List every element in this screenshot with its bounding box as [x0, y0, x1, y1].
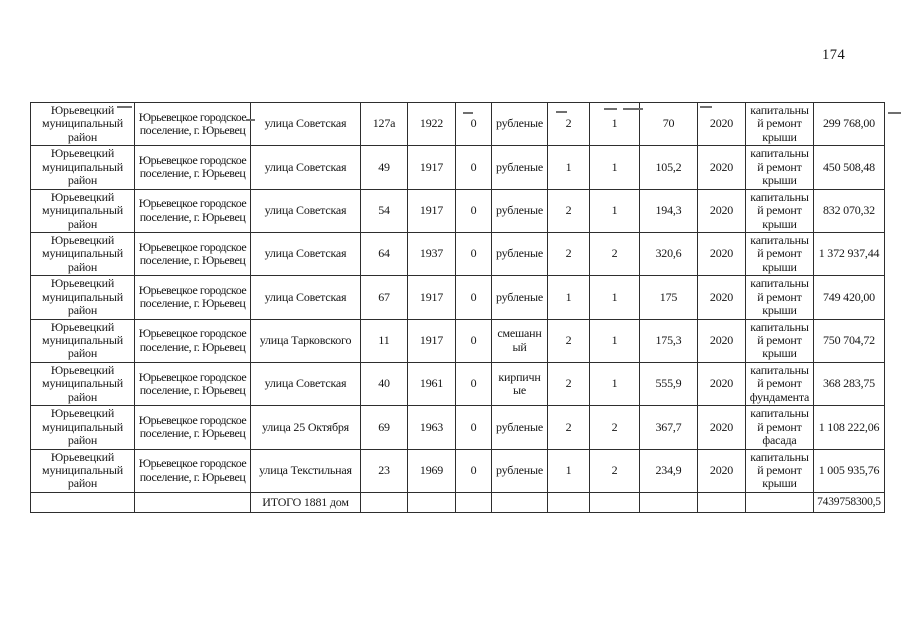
cell-house_number: 54: [361, 189, 408, 232]
cell-house_number: 69: [361, 406, 408, 449]
cell-entrances: 2: [590, 232, 640, 275]
cell-wear: 0: [456, 406, 492, 449]
cell-cost: 299 768,00: [814, 103, 885, 146]
cell-wear: 0: [456, 362, 492, 405]
cell-wall_material: смешанный: [492, 319, 548, 362]
cell-floors: 2: [548, 232, 590, 275]
cell-house_number: 127а: [361, 103, 408, 146]
table-row: [31, 406, 885, 449]
cell-area: 320,6: [640, 232, 698, 275]
cell-area: 175: [640, 276, 698, 319]
scan-artifact: [556, 111, 567, 113]
table-row: [31, 232, 885, 275]
cell-repair_type: капитальный ремонт крыши: [746, 103, 814, 146]
cell-cost: 749 420,00: [814, 276, 885, 319]
scan-artifact: [246, 119, 255, 121]
cell-empty: [456, 492, 492, 512]
cell-repair_year: 2020: [698, 362, 746, 405]
page-number: 174: [822, 47, 846, 63]
scan-artifact: [623, 108, 643, 110]
cell-area: 194,3: [640, 189, 698, 232]
cell-wall_material: рубленые: [492, 276, 548, 319]
cell-settlement: Юрьевецкое городское поселение, г. Юрьевец: [135, 449, 251, 492]
cell-repair_type: капитальный ремонт крыши: [746, 146, 814, 189]
cell-settlement: Юрьевецкое городское поселение, г. Юрьевец: [135, 146, 251, 189]
scan-artifact: [117, 106, 132, 108]
cell-repair_year: 2020: [698, 232, 746, 275]
cell-wall_material: рубленые: [492, 146, 548, 189]
cell-wear: 0: [456, 189, 492, 232]
cell-repair_year: 2020: [698, 146, 746, 189]
cell-floors: 1: [548, 449, 590, 492]
cell-year_built: 1917: [408, 319, 456, 362]
cell-wall_material: рубленые: [492, 406, 548, 449]
cell-floors: 2: [548, 406, 590, 449]
cell-entrances: 1: [590, 276, 640, 319]
cell-cost: 1 108 222,06: [814, 406, 885, 449]
cell-district: Юрьевецкий муниципальный район: [31, 276, 135, 319]
cell-cost: 368 283,75: [814, 362, 885, 405]
cell-cost: 750 704,72: [814, 319, 885, 362]
scan-artifact: [700, 106, 712, 108]
cell-house_number: 49: [361, 146, 408, 189]
cell-area: 555,9: [640, 362, 698, 405]
cell-year_built: 1917: [408, 276, 456, 319]
cell-entrances: 1: [590, 103, 640, 146]
cell-wall_material: рубленые: [492, 449, 548, 492]
cell-district: Юрьевецкий муниципальный район: [31, 406, 135, 449]
cell-settlement: Юрьевецкое городское поселение, г. Юрьевец: [135, 406, 251, 449]
table-row: [31, 189, 885, 232]
cell-year_built: 1969: [408, 449, 456, 492]
cell-settlement: Юрьевецкое городское поселение, г. Юрьевец: [135, 319, 251, 362]
cell-area: 234,9: [640, 449, 698, 492]
cell-entrances: 1: [590, 146, 640, 189]
cell-district: Юрьевецкий муниципальный район: [31, 103, 135, 146]
cell-empty: [31, 492, 135, 512]
scan-artifact: [604, 108, 617, 110]
cell-floors: 2: [548, 319, 590, 362]
cell-repair_year: 2020: [698, 449, 746, 492]
cell-wall_material: рубленые: [492, 103, 548, 146]
cell-year_built: 1922: [408, 103, 456, 146]
cell-cost: 832 070,32: [814, 189, 885, 232]
cell-entrances: 1: [590, 189, 640, 232]
cell-area: 175,3: [640, 319, 698, 362]
cell-empty: [361, 492, 408, 512]
cell-settlement: Юрьевецкое городское поселение, г. Юрьевец: [135, 276, 251, 319]
cell-street: улица Советская: [251, 362, 361, 405]
cell-area: 367,7: [640, 406, 698, 449]
cell-year_built: 1917: [408, 146, 456, 189]
table-row: [31, 449, 885, 492]
cell-repair_year: 2020: [698, 189, 746, 232]
cell-empty: [640, 492, 698, 512]
cell-year_built: 1963: [408, 406, 456, 449]
cell-cost: 450 508,48: [814, 146, 885, 189]
cell-street: улица Советская: [251, 189, 361, 232]
cell-wall_material: кирпичные: [492, 362, 548, 405]
cell-street: улица Текстильная: [251, 449, 361, 492]
cell-repair_year: 2020: [698, 276, 746, 319]
scan-artifact: [888, 112, 901, 114]
cell-street: улица Тарковского: [251, 319, 361, 362]
cell-district: Юрьевецкий муниципальный район: [31, 189, 135, 232]
cell-wear: 0: [456, 449, 492, 492]
cell-entrances: 1: [590, 319, 640, 362]
cell-wear: 0: [456, 146, 492, 189]
cell-floors: 2: [548, 189, 590, 232]
cell-district: Юрьевецкий муниципальный район: [31, 232, 135, 275]
cell-cost: 1 005 935,76: [814, 449, 885, 492]
cell-year_built: 1937: [408, 232, 456, 275]
cell-district: Юрьевецкий муниципальный район: [31, 362, 135, 405]
cell-entrances: 2: [590, 406, 640, 449]
cell-empty: [698, 492, 746, 512]
cell-wear: 0: [456, 103, 492, 146]
cell-house_number: 67: [361, 276, 408, 319]
cell-settlement: Юрьевецкое городское поселение, г. Юрьевец: [135, 232, 251, 275]
cell-settlement: Юрьевецкое городское поселение, г. Юрьевец: [135, 103, 251, 146]
cell-wear: 0: [456, 319, 492, 362]
cell-repair_type: капитальный ремонт крыши: [746, 276, 814, 319]
scan-artifact: [463, 112, 473, 114]
cell-empty: [492, 492, 548, 512]
cell-empty: [408, 492, 456, 512]
cell-floors: 1: [548, 276, 590, 319]
cell-entrances: 1: [590, 362, 640, 405]
cell-settlement: Юрьевецкое городское поселение, г. Юрьевец: [135, 189, 251, 232]
cell-repair_year: 2020: [698, 103, 746, 146]
cell-empty: [590, 492, 640, 512]
cell-empty: [548, 492, 590, 512]
cell-repair_type: капитальный ремонт крыши: [746, 189, 814, 232]
total-label: ИТОГО 1881 дом: [251, 492, 361, 512]
cell-cost: 1 372 937,44: [814, 232, 885, 275]
cell-house_number: 64: [361, 232, 408, 275]
table-row: [31, 276, 885, 319]
cell-repair_year: 2020: [698, 319, 746, 362]
cell-area: 105,2: [640, 146, 698, 189]
table-row: [31, 362, 885, 405]
cell-repair_year: 2020: [698, 406, 746, 449]
total-row: [31, 492, 885, 512]
housing-repair-table: [30, 102, 885, 513]
cell-wall_material: рубленые: [492, 232, 548, 275]
cell-district: Юрьевецкий муниципальный район: [31, 146, 135, 189]
cell-street: улица Советская: [251, 232, 361, 275]
cell-repair_type: капитальный ремонт крыши: [746, 449, 814, 492]
cell-street: улица Советская: [251, 103, 361, 146]
cell-street: улица Советская: [251, 276, 361, 319]
cell-empty: [746, 492, 814, 512]
cell-year_built: 1917: [408, 189, 456, 232]
cell-street: улица 25 Октября: [251, 406, 361, 449]
cell-street: улица Советская: [251, 146, 361, 189]
cell-house_number: 11: [361, 319, 408, 362]
cell-empty: [135, 492, 251, 512]
cell-repair_type: капитальный ремонт крыши: [746, 319, 814, 362]
cell-wear: 0: [456, 232, 492, 275]
total-value: 7439758300,5: [814, 492, 885, 512]
table-row: [31, 319, 885, 362]
cell-wall_material: рубленые: [492, 189, 548, 232]
cell-repair_type: капитальный ремонт крыши: [746, 232, 814, 275]
cell-floors: 1: [548, 146, 590, 189]
cell-house_number: 40: [361, 362, 408, 405]
cell-repair_type: капитальный ремонт фасада: [746, 406, 814, 449]
cell-house_number: 23: [361, 449, 408, 492]
cell-repair_type: капитальный ремонт фундамента: [746, 362, 814, 405]
cell-district: Юрьевецкий муниципальный район: [31, 319, 135, 362]
cell-settlement: Юрьевецкое городское поселение, г. Юрьевец: [135, 362, 251, 405]
table-row: [31, 146, 885, 189]
cell-area: 70: [640, 103, 698, 146]
cell-year_built: 1961: [408, 362, 456, 405]
cell-floors: 2: [548, 103, 590, 146]
cell-wear: 0: [456, 276, 492, 319]
cell-floors: 2: [548, 362, 590, 405]
cell-entrances: 2: [590, 449, 640, 492]
table-row: [31, 103, 885, 146]
cell-district: Юрьевецкий муниципальный район: [31, 449, 135, 492]
